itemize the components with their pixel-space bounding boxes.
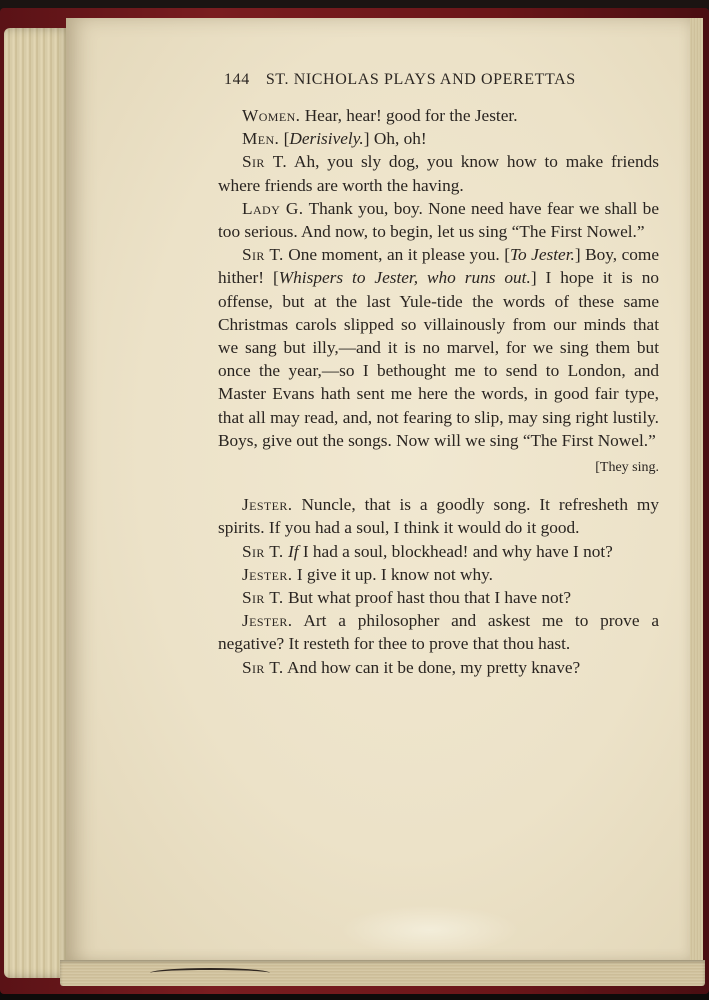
page-smudge xyxy=(340,905,520,955)
speaker: Men. xyxy=(242,129,280,149)
line-lady-g xyxy=(218,197,659,243)
line-sir-t-5 xyxy=(218,656,659,679)
speech: Hear, hear! good for the Jester. xyxy=(300,106,518,125)
speech: Oh, oh! xyxy=(369,129,427,149)
page-stack-left xyxy=(4,28,72,978)
speaker: Jester. xyxy=(242,611,293,631)
running-title: ST. NICHOLAS PLAYS AND OPERETTAS xyxy=(265,71,576,88)
stage-direction: To Jester. xyxy=(510,245,575,265)
speech: I had a soul, blockhead! and why have I not? xyxy=(298,541,613,561)
speech: Art a philosopher and askest me to prove a negative? It resteth for thee to prove that thou hast. xyxy=(218,611,659,654)
stage-direction: Derisively. xyxy=(289,129,364,149)
stage-direction: Whispers to Jester, who runs out. xyxy=(278,268,531,288)
speaker: Lady G. xyxy=(242,198,304,218)
speech: One moment, an it please you. xyxy=(283,245,505,265)
emphasis: If xyxy=(287,541,299,561)
line-jester-1 xyxy=(218,493,659,539)
page-number: 144 xyxy=(224,71,250,88)
speech: Nuncle, that is a goodly song. It refresheth my spirits. If you had a soul, I think it would do it good. xyxy=(218,495,659,538)
line-sir-t-4 xyxy=(218,586,659,609)
bookmark-ribbon xyxy=(150,968,270,978)
line-men: Men. [Derisively.] Oh, oh! xyxy=(242,129,427,149)
speech: And how can it be done, my pretty knave? xyxy=(283,657,581,677)
line-women xyxy=(218,104,659,127)
speaker: Sir T. xyxy=(242,541,284,561)
speaker: Women. xyxy=(242,106,301,125)
line-sir-t-2: Sir T. One moment, an it please you. [To Jester.] Boy, come hither! [Whispers to Jester, who runs out.] I hope it is no offense, but at the last Yule-tide the words of these same Christmas carols slipped so villainously from our minds that we sang but illy,—and it is no marvel, for we sing them but once the year,—so I bethought me to send to London, and Master Evans hath sent me here the words, in good fair type, that all may read, and, not fearing to slip, may sing right lustily. Boys, give out the songs. Now will we sing “The First Nowel.” xyxy=(218,245,660,450)
line-jester-2 xyxy=(218,563,659,586)
line-sir-t-3 xyxy=(218,540,659,563)
line-jester-3 xyxy=(218,609,659,655)
running-head xyxy=(224,71,660,89)
speaker: Sir T. xyxy=(242,245,284,265)
speaker: Jester. xyxy=(242,564,293,584)
stage-direction-sing: [They sing. xyxy=(595,460,659,476)
speaker: Sir T. xyxy=(242,152,288,172)
speaker: Sir T. xyxy=(242,657,284,677)
line-sir-t-1 xyxy=(218,150,659,196)
speaker: Jester. xyxy=(242,495,293,515)
speaker: Sir T. xyxy=(242,588,284,608)
speech: I give it up. I know not why. xyxy=(292,564,493,584)
speech: Ah, you sly dog, you know how to make friends where friends are worth the having. xyxy=(218,152,659,195)
speech: I hope it is no offense, but at the last Yule-tide the words of these same Christmas carols slipped so villainously from our minds that we sang but illy,—and it is no marvel, for we sing them but once the year,—so I bethought me to send to London, and Master Evans hath sent me here the words, in good fair type, that all may read, and, not fearing to slip, may sing right lustily. Boys, give out the songs. Now will we sing “The First Nowel.” xyxy=(218,268,659,450)
page-body xyxy=(218,104,659,679)
speech: Boy, come hither! xyxy=(218,245,660,288)
speech: But what proof hast thou that I have not? xyxy=(283,588,572,608)
speech: Thank you, boy. None need have fear we shall be too serious. And now, to begin, let us sing “The First Nowel.” xyxy=(218,198,659,242)
